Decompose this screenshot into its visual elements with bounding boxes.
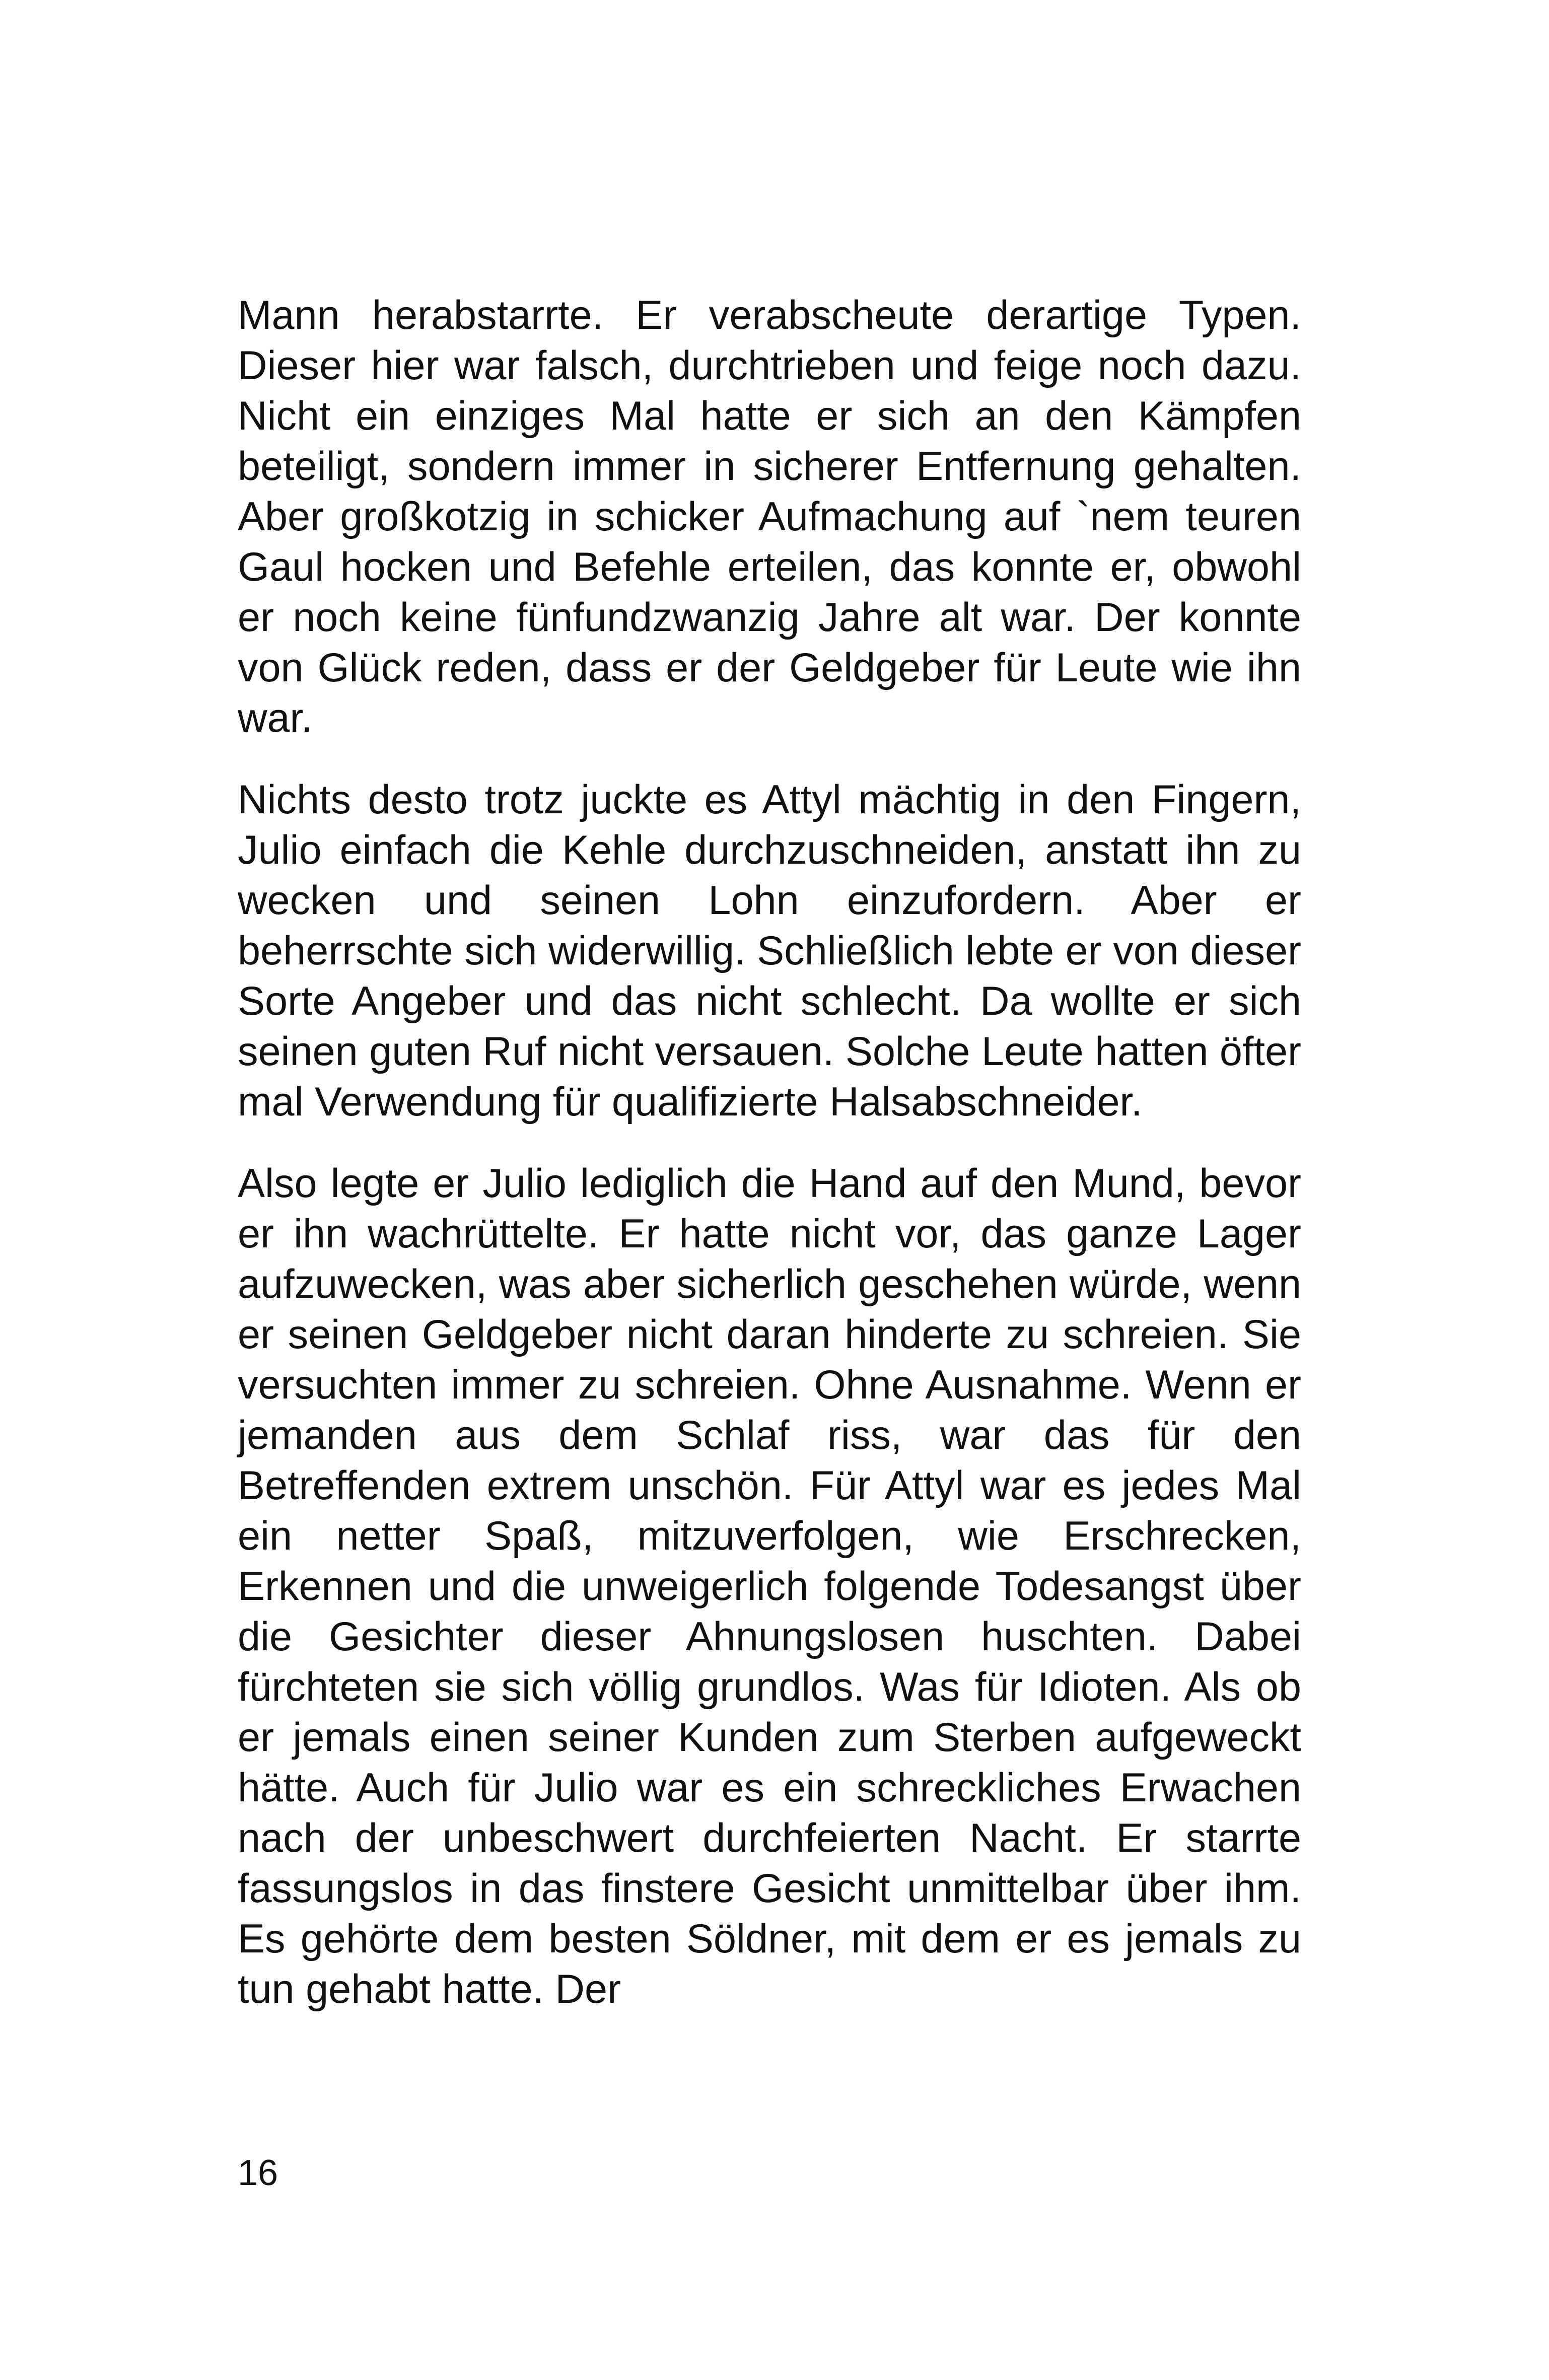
page-number: 16 [238, 2153, 278, 2193]
paragraph: Mann herabstarrte. Er verabscheute derartige Typen. Dieser hier war falsch, durchtrieben und feige noch dazu. Nicht ein einziges Mal hatte er sich an den Kämpfen beteiligt, sondern immer in sicherer Entfernung gehalten. Aber großkotzig in schicker Aufmachung auf `nem teuren Gaul hocken und Befehle erteilen, das konnte er, obwohl er noch keine fünfundzwanzig Jahre alt war. Der konnte von Glück reden, dass er der Geldgeber für Leute wie ihn war. [238, 293, 1301, 741]
paragraph: Also legte er Julio lediglich die Hand auf den Mund, bevor er ihn wachrüttelte. Er hatte nicht vor, das ganze Lager aufzuwecken, was aber sicherlich geschehen würde, wenn er seinen Geldgeber nicht daran hinderte zu schreien. Sie versuchten immer zu schreien. Ohne Ausnahme. Wenn er jemanden aus dem Schlaf riss, war das für den Betreffenden extrem unschön. Für Attyl war es jedes Mal ein netter Spaß, mitzuverfolgen, wie Erschrecken, Erkennen und die unweigerlich folgende Todesangst über die Gesichter dieser Ahnungslosen huschten. Dabei fürchteten sie sich völlig grundlos. Was für Idioten. Als ob er jemals einen seiner Kunden zum Sterben aufgeweckt hätte. Auch für Julio war es ein schreckliches Erwachen nach der unbeschwert durchfeierten Nacht. Er starrte fassungslos in das finstere Gesicht unmittelbar über ihm. Es gehörte dem besten Söldner, mit dem er es jemals zu tun gehabt hatte. Der [238, 1161, 1301, 2012]
body-text [238, 290, 1301, 2014]
paragraph: Nichts desto trotz juckte es Attyl mächtig in den Fingern, Julio einfach die Kehle durchzuschneiden, anstatt ihn zu wecken und seinen Lohn einzufordern. Aber er beherrschte sich widerwillig. Schließlich lebte er von dieser Sorte Angeber und das nicht schlecht. Da wollte er sich seinen guten Ruf nicht versauen. Solche Leute hatten öfter mal Verwendung für qualifizierte Halsabschneider. [238, 777, 1301, 1125]
